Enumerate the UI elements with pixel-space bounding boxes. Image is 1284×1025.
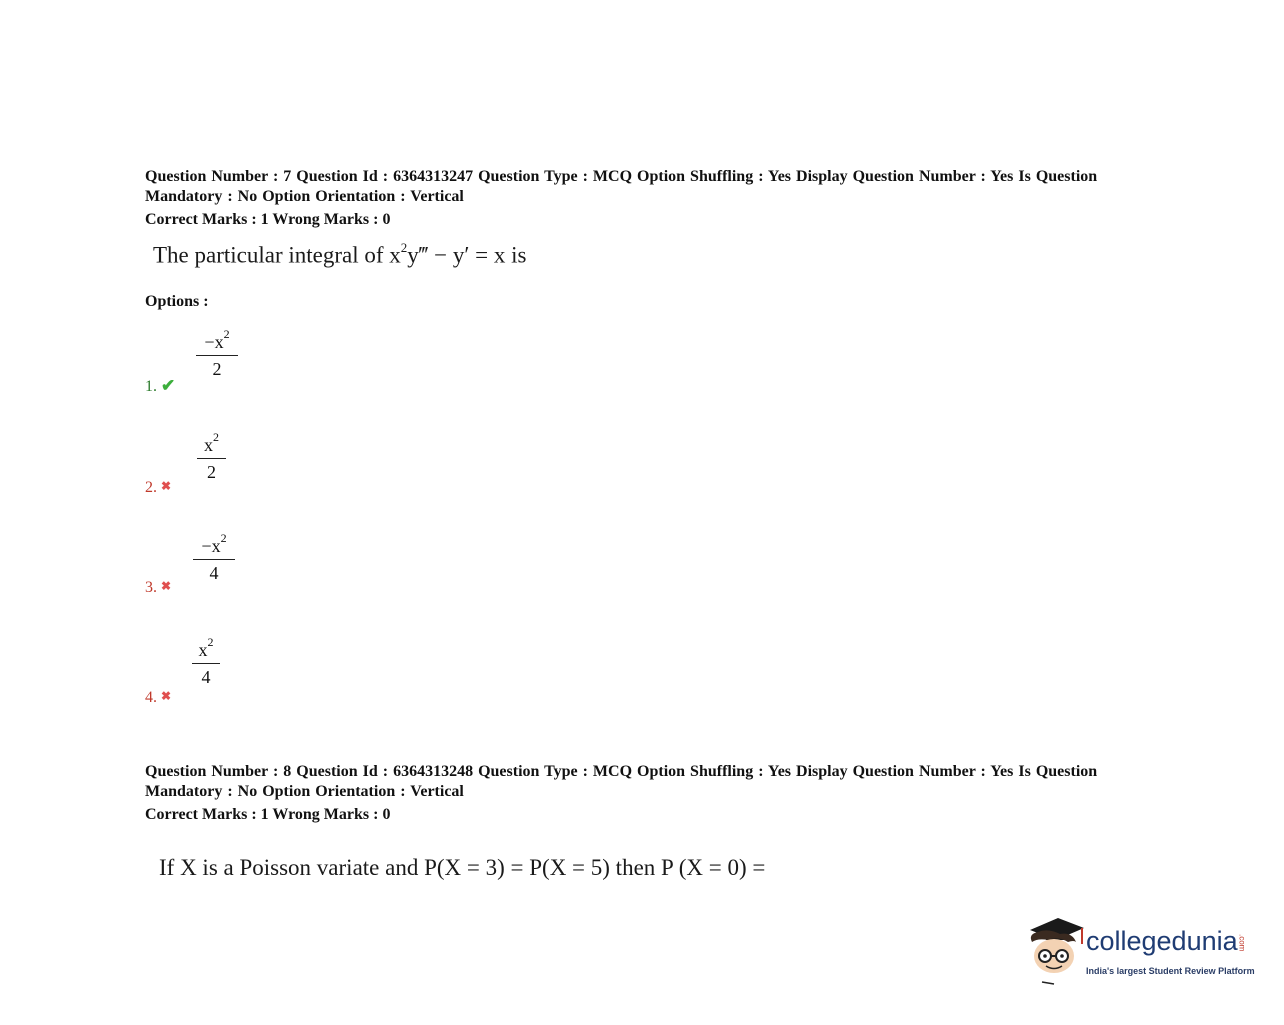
question-7-meta: Question Number : 7 Question Id : 6364313247 Question Type : MCQ Option Shuffling : Yes Display Question Number : Yes Is Question Mandatory : No Option Orientation : Vertical — [145, 168, 1098, 205]
question-8-text: If X is a Poisson variate and P(X = 3) = P(X = 5) then P (X = 0) = — [159, 855, 766, 880]
option-1[interactable] — [145, 376, 175, 396]
collegedunia-logo[interactable] — [1024, 916, 1254, 986]
options-label: Options : — [145, 293, 209, 310]
option-2[interactable] — [145, 479, 171, 497]
option-3[interactable] — [145, 579, 171, 597]
cross-icon: ✖ — [161, 689, 172, 703]
question-7-text — [153, 242, 526, 269]
option-2-fraction — [197, 430, 226, 483]
option-3-denominator: 4 — [209, 563, 219, 583]
option-1-denominator: 2 — [212, 359, 222, 379]
option-2-numerator: $x^2$ — [204, 430, 219, 455]
question-8-meta: Question Number : 8 Question Id : 6364313248 Question Type : MCQ Option Shuffling : Yes Display Question Number : Yes Is Question Mandatory : No Option Orientation : Vertical — [145, 763, 1098, 800]
option-4[interactable] — [145, 689, 171, 707]
option-3-numerator: $-x^2$ — [201, 531, 227, 556]
question-7-marks: Correct Marks : 1 Wrong Marks : 0 — [145, 211, 391, 228]
option-4-fraction — [192, 635, 220, 688]
option-1-fraction — [196, 327, 238, 380]
option-2-number: 2. — [145, 479, 157, 496]
check-icon: ✔ — [161, 376, 176, 395]
logo-wordmark: collegedunia.com — [1086, 926, 1247, 956]
logo-tagline: India's largest Student Review Platform — [1086, 966, 1255, 976]
option-3-number: 3. — [145, 579, 157, 596]
option-1-numerator: $-x^2$ — [204, 327, 230, 352]
cross-icon: ✖ — [161, 579, 172, 593]
option-2-denominator: 2 — [207, 462, 216, 482]
option-4-number: 4. — [145, 689, 157, 706]
logo-suffix: .com — [1237, 934, 1247, 952]
option-3-fraction — [193, 531, 235, 584]
option-1-number: 1. — [145, 378, 157, 395]
option-4-denominator: 4 — [201, 667, 211, 687]
option-4-numerator: $x^2$ — [198, 635, 214, 660]
cross-icon: ✖ — [161, 479, 172, 493]
question-8-marks: Correct Marks : 1 Wrong Marks : 0 — [145, 806, 391, 823]
question-7-text-suffix: y‴ − y′ = x is — [407, 242, 527, 268]
question-7-text-exponent: 2 — [400, 240, 408, 255]
mascot-icon — [1024, 916, 1088, 986]
question-7-text-prefix: The particular integral of x — [153, 242, 401, 268]
